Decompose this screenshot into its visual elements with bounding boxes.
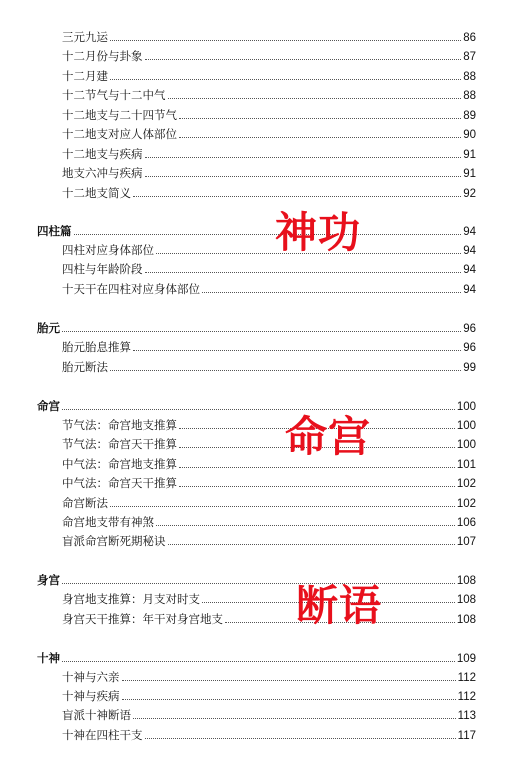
toc-entry-title: 身宫地支推算：月支对时支: [62, 592, 200, 606]
dot-leader: [156, 514, 455, 526]
toc-entry-title: 四柱对应身体部位: [62, 243, 154, 257]
toc-heading-title: 四柱篇: [37, 224, 72, 238]
toc-entry[interactable]: [62, 164, 476, 182]
toc-heading-page: 108: [456, 575, 476, 587]
toc-entry[interactable]: [62, 435, 476, 453]
toc-section-heading[interactable]: [37, 397, 476, 415]
toc-entry-page: 94: [463, 264, 476, 276]
dot-leader: [145, 146, 462, 158]
dot-leader: [145, 48, 462, 60]
dot-leader: [145, 165, 462, 177]
toc-entry-page: 90: [463, 129, 476, 141]
toc-entry-page: 88: [463, 90, 476, 102]
toc-entry[interactable]: [62, 668, 476, 686]
toc-entry-title: 胎元胎息推算: [62, 340, 131, 354]
toc-heading-title: 胎元: [37, 321, 60, 335]
toc-entry-page: 94: [463, 284, 476, 296]
toc-entry[interactable]: [62, 455, 476, 473]
dot-leader: [110, 29, 461, 41]
toc-entry[interactable]: [62, 125, 476, 143]
toc-entry[interactable]: [62, 726, 476, 744]
toc-entry-page: 91: [463, 168, 476, 180]
toc-entry-page: 91: [463, 149, 476, 161]
toc-entry-page: 86: [463, 32, 476, 44]
toc-entry-page: 108: [456, 614, 476, 626]
toc-entry-page: 87: [463, 51, 476, 63]
toc-entry-title: 命宫断法: [62, 496, 108, 510]
toc-entry-page: 117: [457, 730, 476, 742]
toc-entry[interactable]: [62, 687, 476, 705]
toc-entry-title: 十神与疾病: [62, 689, 120, 703]
toc-heading-page: 100: [456, 401, 476, 413]
toc-entry-page: 112: [457, 691, 476, 703]
dot-leader: [168, 533, 455, 545]
toc-entry-title: 中气法：命宫地支推算: [62, 457, 177, 471]
dot-leader: [62, 572, 455, 584]
toc-entry[interactable]: [62, 28, 476, 46]
toc-entry-page: 107: [456, 536, 476, 548]
toc-entry-title: 身宫天干推算：年干对身宫地支: [62, 612, 223, 626]
toc-heading-page: 109: [456, 653, 476, 665]
toc-entry[interactable]: [62, 106, 476, 124]
dot-leader: [110, 495, 455, 507]
toc-entry-page: 102: [456, 498, 476, 510]
toc-entry-title: 中气法：命宫天干推算: [62, 476, 177, 490]
toc-entry-title: 命宫地支带有神煞: [62, 515, 154, 529]
toc-entry-title: 节气法：命宫天干推算: [62, 437, 177, 451]
overlay-stamp-minggong: 命宫: [285, 412, 372, 461]
toc-entry-page: 112: [457, 672, 476, 684]
dot-leader: [133, 339, 461, 351]
toc-entry-page: 108: [456, 594, 476, 606]
overlay-stamp-shengong: 神功: [275, 208, 362, 257]
toc-entry-page: 89: [463, 110, 476, 122]
toc-heading-title: 十神: [37, 651, 60, 665]
toc-entry[interactable]: [62, 338, 476, 356]
toc-entry-title: 盲派命宫断死期秘诀: [62, 534, 166, 548]
dot-leader: [133, 185, 461, 197]
dot-leader: [179, 126, 461, 138]
toc-entry-title: 十神在四柱干支: [62, 728, 143, 742]
toc-entry-title: 三元九运: [62, 30, 108, 44]
toc-entry-page: 100: [456, 420, 476, 432]
toc-entry-page: 102: [456, 478, 476, 490]
toc-entry[interactable]: [62, 67, 476, 85]
dot-leader: [62, 650, 455, 662]
toc-entry-title: 十神与六亲: [62, 670, 120, 684]
toc-entry-title: 节气法：命宫地支推算: [62, 418, 177, 432]
toc-entry-title: 四柱与年龄阶段: [62, 262, 143, 276]
toc-entry-title: 十二地支与二十四节气: [62, 108, 177, 122]
toc-entry[interactable]: [62, 610, 476, 628]
toc-entry-page: 101: [456, 459, 476, 471]
toc-entry[interactable]: [62, 590, 476, 608]
toc-heading-title: 身宫: [37, 573, 60, 587]
toc-entry-page: 94: [463, 245, 476, 257]
toc-entry[interactable]: [62, 145, 476, 163]
toc-entry-title: 十二地支与疾病: [62, 147, 143, 161]
toc-entry[interactable]: [62, 358, 476, 376]
toc-entry-page: 88: [463, 71, 476, 83]
toc-entry[interactable]: [62, 47, 476, 65]
toc-section-heading[interactable]: [37, 222, 476, 240]
toc-entry[interactable]: [62, 513, 476, 531]
toc-section-heading[interactable]: [37, 571, 476, 589]
toc-entry[interactable]: [62, 86, 476, 104]
dot-leader: [74, 223, 462, 235]
toc-entry-page: 113: [457, 710, 476, 722]
toc-entry-title: 十二月份与卦象: [62, 49, 143, 63]
toc-entry-title: 地支六冲与疾病: [62, 166, 143, 180]
toc-entry[interactable]: [62, 532, 476, 550]
toc-heading-page: 94: [463, 226, 476, 238]
toc-entry[interactable]: [62, 260, 476, 278]
dot-leader: [145, 261, 462, 273]
toc-entry-page: 99: [463, 362, 476, 374]
toc-entry[interactable]: [62, 474, 476, 492]
dot-leader: [122, 688, 456, 700]
dot-leader: [179, 107, 461, 119]
dot-leader: [122, 669, 456, 681]
toc-entry-title: 十二地支对应人体部位: [62, 127, 177, 141]
dot-leader: [133, 707, 456, 719]
toc-entry-title: 十二月建: [62, 69, 108, 83]
toc-entry-page: 96: [463, 342, 476, 354]
toc-entry[interactable]: [62, 706, 476, 724]
toc-heading-page: 96: [463, 323, 476, 335]
toc-entry[interactable]: [62, 494, 476, 512]
toc-entry-page: 106: [456, 517, 476, 529]
toc-entry[interactable]: [62, 241, 476, 259]
dot-leader: [110, 68, 461, 80]
dot-leader: [145, 727, 456, 739]
toc-entry-title: 盲派十神断语: [62, 708, 131, 722]
toc-entry-page: 100: [456, 439, 476, 451]
toc-section-heading[interactable]: [37, 649, 476, 667]
toc-entry[interactable]: [62, 416, 476, 434]
toc-entry[interactable]: [62, 280, 476, 298]
toc-heading-title: 命宫: [37, 399, 60, 413]
dot-leader: [168, 87, 462, 99]
dot-leader: [179, 475, 455, 487]
toc-section-heading[interactable]: [37, 319, 476, 337]
toc-entry[interactable]: [62, 184, 476, 202]
toc-entry-title: 十二节气与十二中气: [62, 88, 166, 102]
toc-entry-title: 十天干在四柱对应身体部位: [62, 282, 200, 296]
toc-entry-title: 胎元断法: [62, 360, 108, 374]
dot-leader: [110, 359, 461, 371]
toc-entry-page: 92: [463, 188, 476, 200]
toc-entry-title: 十二地支简义: [62, 186, 131, 200]
dot-leader: [62, 320, 461, 332]
overlay-stamp-duanyu: 断语: [296, 581, 383, 630]
dot-leader: [62, 398, 455, 410]
dot-leader: [202, 281, 461, 293]
